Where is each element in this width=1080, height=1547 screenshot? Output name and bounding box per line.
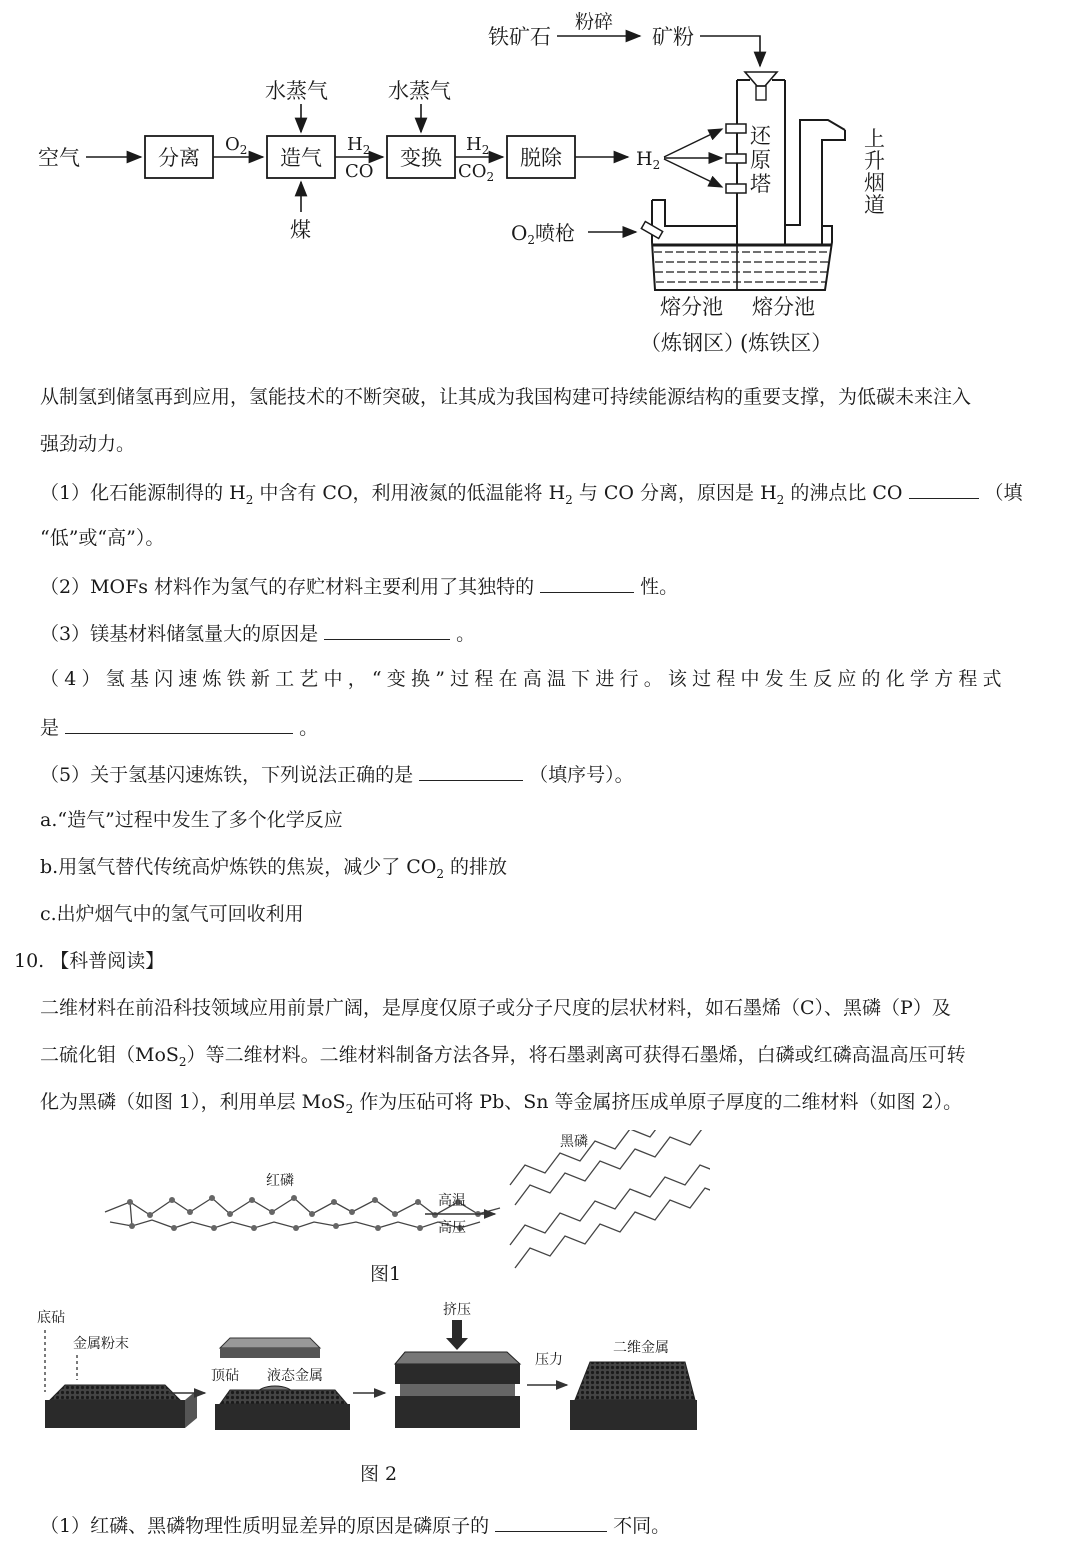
- label-zone-2: (炼铁区）: [740, 331, 833, 355]
- label-tower-3: 塔: [750, 172, 771, 196]
- hydrogen-flash-ironmaking-diagram: [0, 0, 1080, 370]
- label-pool-1: 熔分池: [660, 295, 723, 319]
- label-coal: 煤: [290, 218, 311, 242]
- question-3: （3）镁基材料储氢量大的原因是 。: [40, 623, 476, 645]
- label-2d-metal: 二维金属: [613, 1340, 669, 1356]
- label-metal-powder: 金属粉末: [73, 1336, 129, 1352]
- svg-text:H2: $H_2$: [347, 134, 371, 157]
- label-zone-1: （炼钢区）: [640, 331, 745, 355]
- question-4-line-2: 是 。: [40, 717, 319, 739]
- black-phosphorus-layers: [510, 1130, 710, 1268]
- label-steam-1: 水蒸气: [265, 79, 328, 103]
- section-10-para-2: 二硫化钼（MoS$_2$）等二维材料。二维材料制备方法各异，将石墨剥离可获得石墨烯，白磷或红磷高温高压可转: [40, 1044, 966, 1069]
- label-flue-2: 升: [864, 149, 885, 173]
- label-pool-2: 熔分池: [752, 295, 815, 319]
- svg-text:O2: $O_2$: [225, 134, 248, 157]
- answer-blank-5[interactable]: [419, 762, 523, 781]
- label-shift: 变换: [400, 146, 442, 170]
- answer-blank-10-1[interactable]: [495, 1513, 607, 1532]
- question-1-line-2: “低”或“高”）。: [40, 527, 165, 549]
- svg-text:CO: CO: [345, 161, 374, 182]
- answer-blank-1[interactable]: [909, 480, 979, 499]
- label-steam-2: 水蒸气: [388, 79, 451, 103]
- section-10-heading: 10. 【科普阅读】: [14, 950, 165, 972]
- svg-text:O2喷枪: $O_2$喷枪: [511, 221, 576, 247]
- answer-blank-4[interactable]: [65, 715, 293, 734]
- label-flue-4: 道: [864, 193, 885, 217]
- label-flue-1: 上: [864, 127, 885, 151]
- intro-line-2: 强劲动力。: [40, 433, 136, 455]
- label-squeeze: 挤压: [443, 1302, 471, 1318]
- label-air: 空气: [38, 146, 80, 170]
- label-iron-ore: 铁矿石: [488, 25, 551, 49]
- question-10-1: （1）红磷、黑磷物理性质明显差异的原因是磷原子的 不同。: [40, 1515, 671, 1537]
- label-liquid-metal: 液态金属: [267, 1368, 323, 1384]
- section-10-para-3: 化为黑磷（如图 1），利用单层 MoS$_2$ 作为压砧可将 Pb、Sn 等金属挤压成单原子厚度的二维材料（如图 2）。: [40, 1091, 963, 1116]
- label-tower-2: 原: [750, 148, 771, 172]
- section-10-para-1: 二维材料在前沿科技领域应用前景广阔，是厚度仅原子或分子尺度的层状材料，如石墨烯（C）、黑磷（P）及: [40, 997, 951, 1019]
- answer-blank-2[interactable]: [540, 574, 634, 593]
- label-crush: 粉碎: [575, 11, 614, 33]
- figure-1-caption: 图1: [370, 1263, 402, 1285]
- figure-2-caption: 图 2: [360, 1463, 398, 1485]
- label-ore-powder: 矿粉: [652, 25, 694, 49]
- intro-line-1: 从制氢到储氢再到应用，氢能技术的不断突破，让其成为我国构建可持续能源结构的重要支撑，为低碳未来注入: [40, 386, 972, 408]
- label-top-anvil: 顶砧: [211, 1368, 239, 1384]
- label-remove: 脱除: [520, 146, 562, 170]
- svg-text:H2: $H_2$: [466, 134, 490, 157]
- figure-1-phosphorus: [90, 1130, 710, 1290]
- question-1: （1）化石能源制得的 $H_2$ 中含有 CO，利用液氮的低温能将 $H_2$ 与 CO 分离，原因是 $H_2$ 的沸点比 CO （填: [40, 482, 1023, 507]
- label-bottom-anvil: 底砧: [37, 1310, 65, 1326]
- option-c: c.出炉烟气中的氢气可回收利用: [40, 903, 304, 925]
- answer-blank-3[interactable]: [324, 621, 450, 640]
- option-b: b.用氢气替代传统高炉炼铁的焦炭，减少了 $CO_2$ 的排放: [40, 856, 508, 881]
- option-a: a.“造气”过程中发生了多个化学反应: [40, 809, 343, 831]
- label-red-phosphorus: 红磷: [266, 1173, 294, 1189]
- label-high-temp: 高温: [438, 1193, 466, 1209]
- label-tower-1: 还: [750, 124, 771, 148]
- label-high-press: 高压: [438, 1220, 466, 1236]
- svg-text:CO2: $CO_2$: [458, 161, 495, 184]
- label-gasify: 造气: [280, 146, 322, 170]
- svg-text:H2: $H_2$: [636, 148, 661, 172]
- question-4-line-1: （4）氢基闪速炼铁新工艺中，“变换”过程在高温下进行。该过程中发生反应的化学方程式: [40, 668, 1007, 690]
- label-flue-3: 烟: [864, 171, 885, 195]
- label-pressure: 压力: [535, 1352, 563, 1368]
- question-5: （5）关于氢基闪速炼铁，下列说法正确的是 （填序号）。: [40, 764, 634, 786]
- figure-2-2d-metal-process: [35, 1300, 715, 1495]
- question-2: （2）MOFs 材料作为氢气的存贮材料主要利用了其独特的 性。: [40, 576, 679, 598]
- label-separate: 分离: [158, 146, 200, 170]
- flue-duct: [785, 120, 845, 245]
- label-black-phosphorus: 黑磷: [560, 1134, 588, 1150]
